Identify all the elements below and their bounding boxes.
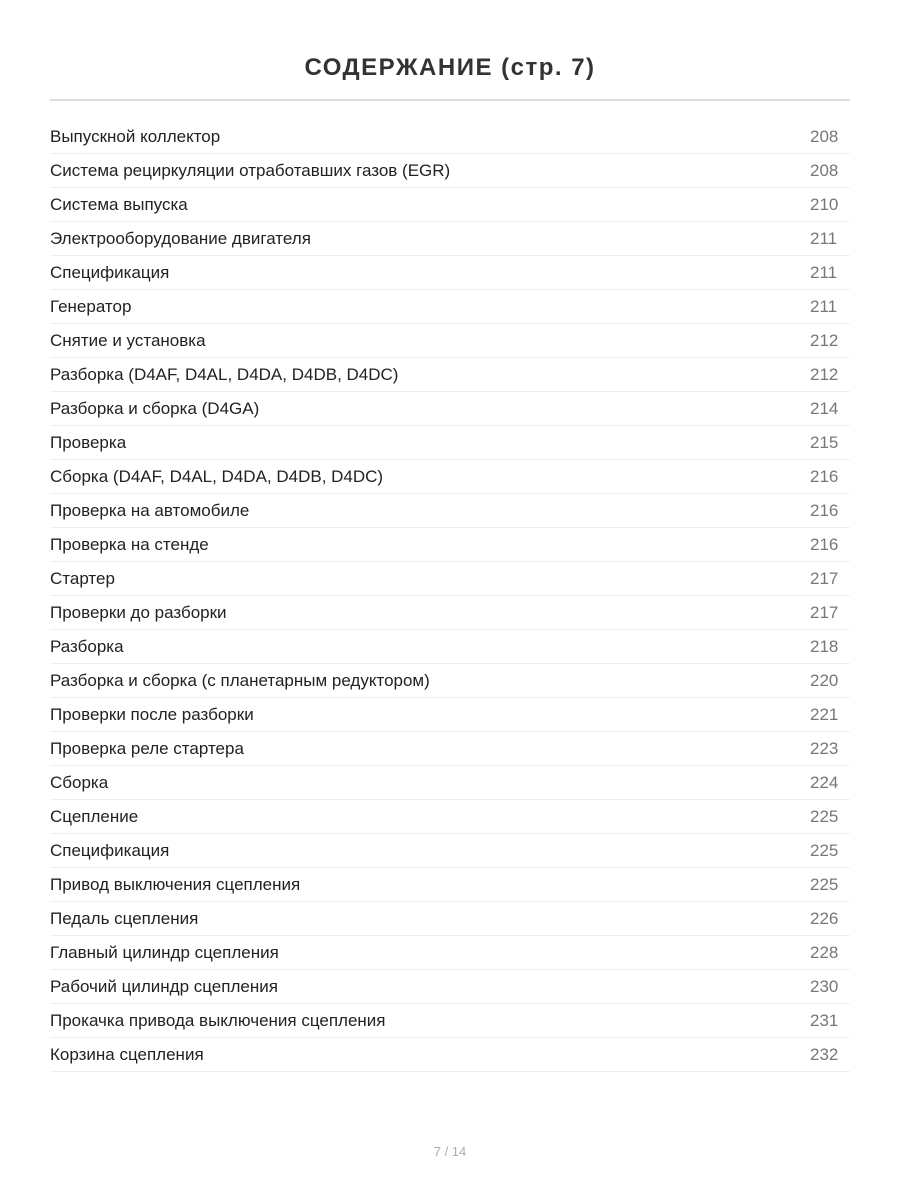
toc-entry-page: 231 bbox=[810, 1011, 839, 1030]
toc-entry-title: Прокачка привода выключения сцепления bbox=[50, 1011, 386, 1030]
toc-entry-title: Педаль сцепления bbox=[50, 909, 199, 928]
toc-entry-page: 228 bbox=[810, 943, 839, 962]
toc-entry-page: 208 bbox=[810, 127, 839, 146]
toc-entry[interactable] bbox=[50, 902, 850, 936]
toc-entry-title: Проверка на стенде bbox=[50, 535, 209, 554]
toc-entry-page: 226 bbox=[810, 909, 839, 928]
toc-entry[interactable] bbox=[50, 936, 850, 970]
toc-entry-title: Снятие и установка bbox=[50, 331, 206, 350]
toc-entry-page: 211 bbox=[810, 229, 838, 248]
toc-entry[interactable] bbox=[50, 766, 850, 800]
toc-entry-title: Система выпуска bbox=[50, 195, 188, 214]
toc-list bbox=[50, 120, 850, 1072]
toc-entry-title: Разборка и сборка (D4GA) bbox=[50, 399, 260, 418]
toc-entry-title: Привод выключения сцепления bbox=[50, 875, 301, 894]
toc-entry-page: 215 bbox=[810, 433, 839, 452]
toc-entry-page: 216 bbox=[810, 501, 839, 520]
toc-entry[interactable] bbox=[50, 562, 850, 596]
toc-entry[interactable] bbox=[50, 1038, 850, 1072]
toc-entry-title: Главный цилиндр сцепления bbox=[50, 943, 279, 962]
toc-entry-page: 212 bbox=[810, 331, 839, 350]
toc-entry-title: Разборка (D4AF, D4AL, D4DA, D4DB, D4DC) bbox=[50, 365, 399, 384]
toc-entry-page: 225 bbox=[810, 807, 839, 826]
toc-entry-page: 221 bbox=[810, 705, 839, 724]
toc-entry-page: 217 bbox=[810, 603, 839, 622]
toc-entry-title: Разборка и сборка (с планетарным редуктором) bbox=[50, 671, 430, 690]
toc-entry-page: 225 bbox=[810, 841, 839, 860]
toc-entry-title: Проверка реле стартера bbox=[50, 739, 244, 758]
toc-entry-title: Корзина сцепления bbox=[50, 1045, 204, 1064]
toc-entry[interactable] bbox=[50, 392, 850, 426]
toc-entry-title: Стартер bbox=[50, 569, 115, 588]
toc-entry-page: 218 bbox=[810, 637, 839, 656]
toc-entry-title: Спецификация bbox=[50, 841, 170, 860]
toc-entry-title: Проверка на автомобиле bbox=[50, 501, 250, 520]
toc-entry[interactable] bbox=[50, 188, 850, 222]
toc-entry[interactable] bbox=[50, 426, 850, 460]
toc-entry-title: Проверки после разборки bbox=[50, 705, 254, 724]
toc-entry-page: 220 bbox=[810, 671, 839, 690]
toc-entry[interactable] bbox=[50, 868, 850, 902]
toc-entry-title: Проверки до разборки bbox=[50, 603, 227, 622]
toc-entry-page: 217 bbox=[810, 569, 839, 588]
toc-entry[interactable] bbox=[50, 970, 850, 1004]
toc-entry-title: Сцепление bbox=[50, 807, 139, 826]
toc-entry[interactable] bbox=[50, 698, 850, 732]
toc-entry[interactable] bbox=[50, 664, 850, 698]
toc-entry[interactable] bbox=[50, 460, 850, 494]
toc-entry[interactable] bbox=[50, 324, 850, 358]
toc-entry-title: Генератор bbox=[50, 297, 132, 316]
toc-entry-page: 208 bbox=[810, 161, 839, 180]
toc-entry-page: 223 bbox=[810, 739, 839, 758]
toc-entry-page: 211 bbox=[810, 297, 838, 316]
page-title: СОДЕРЖАНИЕ (стр. 7) bbox=[304, 54, 596, 82]
toc-entry[interactable] bbox=[50, 596, 850, 630]
toc-entry-title: Сборка bbox=[50, 773, 109, 792]
toc-entry-title: Рабочий цилиндр сцепления bbox=[50, 977, 278, 996]
toc-entry-title: Электрооборудование двигателя bbox=[50, 229, 311, 248]
toc-entry-title: Спецификация bbox=[50, 263, 170, 282]
toc-entry[interactable] bbox=[50, 290, 850, 324]
toc-entry-title: Проверка bbox=[50, 433, 127, 452]
toc-entry-page: 224 bbox=[810, 773, 839, 792]
toc-entry-page: 210 bbox=[810, 195, 839, 214]
toc-entry[interactable] bbox=[50, 154, 850, 188]
toc-entry-title: Выпускной коллектор bbox=[50, 127, 221, 146]
toc-entry[interactable] bbox=[50, 222, 850, 256]
toc-entry-page: 230 bbox=[810, 977, 839, 996]
toc-entry-page: 216 bbox=[810, 535, 839, 554]
toc-entry[interactable] bbox=[50, 1004, 850, 1038]
toc-entry-page: 232 bbox=[810, 1045, 839, 1064]
page-indicator: 7 / 14 bbox=[433, 1144, 467, 1159]
toc-entry-page: 211 bbox=[810, 263, 838, 282]
toc-entry-title: Система рециркуляции отработавших газов (EGR) bbox=[50, 161, 451, 180]
toc-entry-title: Разборка bbox=[50, 637, 124, 656]
toc-entry[interactable] bbox=[50, 800, 850, 834]
toc-entry-title: Сборка (D4AF, D4AL, D4DA, D4DB, D4DC) bbox=[50, 467, 384, 486]
toc-entry-page: 214 bbox=[810, 399, 839, 418]
toc-entry[interactable] bbox=[50, 358, 850, 392]
toc-entry[interactable] bbox=[50, 494, 850, 528]
toc-entry[interactable] bbox=[50, 630, 850, 664]
toc-entry-page: 225 bbox=[810, 875, 839, 894]
toc-entry-page: 212 bbox=[810, 365, 839, 384]
toc-entry[interactable] bbox=[50, 120, 850, 154]
toc-entry[interactable] bbox=[50, 834, 850, 868]
toc-entry[interactable] bbox=[50, 528, 850, 562]
toc-entry[interactable] bbox=[50, 732, 850, 766]
toc-entry[interactable] bbox=[50, 256, 850, 290]
title-divider bbox=[50, 99, 850, 101]
toc-entry-page: 216 bbox=[810, 467, 839, 486]
